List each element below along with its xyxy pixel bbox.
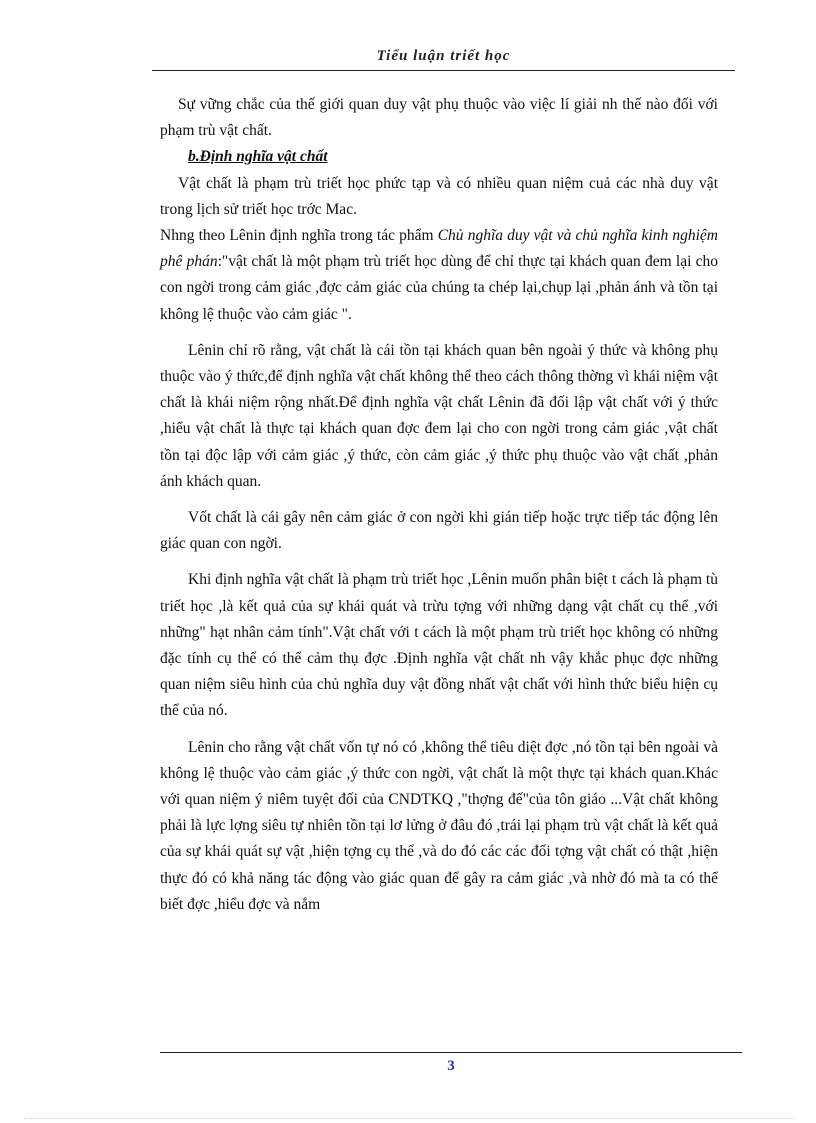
- paragraph-definition-views: Vật chất là phạm trù triết học phức tạp và có nhiều quan niệm cuả các nhà duy vật trong lịch sử triết học trớc Mac.: [160, 174, 718, 218]
- page-header-title: Tiểu luận triết học: [376, 48, 511, 64]
- paragraph-lenin-explains: Lênin chỉ rõ rằng, vật chất là cái tồn tại khách quan bên ngoài ý thức và không phụ thuộc vào ý thức,để định nghĩa vật chất không thể theo cách thông thờng vì khái niệm vật chất là khái niệm rộng nhất.Để định nghĩa vật chất Lênin đã đối lập vật chất với ý thức ,hiểu vật chất là thực tại khách quan đợc đem lại cho con ngời trong cảm giác ,vật chất tồn tại độc lập với cảm giác ,ý thức, còn cảm giác ,ý thức phụ thuộc vào vật chất ,phản ánh khách quan.: [160, 341, 718, 490]
- lenin-quote-text: :"vật chất là một phạm trù triết học dùng để chỉ thực tại khách quan đem lại cho con ngời trong cảm giác ,đợc cảm giác của chúng ta chép lại,chụp lại ,phản ánh và tồn tại không lệ thuộc vào cảm giác ".: [160, 253, 718, 323]
- header-divider: [152, 70, 735, 71]
- paragraph-lenin-definition: [160, 223, 718, 328]
- lenin-lead-text: Nhng theo Lênin định nghĩa trong tác phẩm: [160, 227, 438, 245]
- paragraph-intro: Sự vững chắc của thế giới quan duy vật phụ thuộc vào việc lí giải nh thế nào đối với phạm trù vật chất.: [160, 96, 718, 140]
- footer-divider: [160, 1052, 742, 1053]
- page-number: 3: [447, 1058, 455, 1074]
- document-body: [160, 92, 718, 918]
- paragraph-matter-causes: Vốt chất là cái gây nên cảm giác ở con ngời khi gián tiếp hoặc trực tiếp tác động lên giác quan con ngời.: [160, 509, 718, 553]
- page-bottom-edge: [24, 1118, 794, 1119]
- paragraph-philosophical-category: Khi định nghĩa vật chất là phạm trù triết học ,Lênin muốn phân biệt t cách là phạm tù triết học ,là kết quả của sự khái quát và trừu tợng với những dạng vật chất cụ thể ,với những" hạt nhân cảm tính".Vật chất với t cách là một phạm trù triết học không có những đặc tính cụ thể có thể cảm thụ đợc .Định nghĩa vật chất nh vậy khắc phục đợc những quan niệm siêu hình của chủ nghĩa duy vật đồng nhất vật chất với hình thức biểu hiện cụ thể của nó.: [160, 571, 718, 720]
- section-heading: b.Định nghĩa vật chất: [188, 148, 328, 166]
- paragraph-objective-reality: Lênin cho rằng vật chất vốn tự nó có ,không thể tiêu diệt đợc ,nó tồn tại bên ngoài và không lệ thuộc vào cảm giác ,ý thức con ngời, vật chất là một thực tại khách quan.Khác với quan niệm ý niêm tuyệt đối của CNDTKQ ,"thợng đế"của tôn giáo ...Vật chất không phải là lực lợng siêu tự nhiên tồn tại lơ lửng ở đâu đó ,trái lại phạm trù vật chất là kết quả của sự khái quát sự vật ,hiện tợng cụ thể ,và do đó các các đối tợng vật chất có thật ,hiện thực đó có khả năng tác động vào giác quan để gây ra cảm giác ,và nhờ đó mà ta có thể biết đợc ,hiểu đợc và nắm: [160, 738, 718, 913]
- work-title: Chủ nghĩa duy vật và chủ nghĩa kinh nghiệm phê phán: [160, 227, 718, 271]
